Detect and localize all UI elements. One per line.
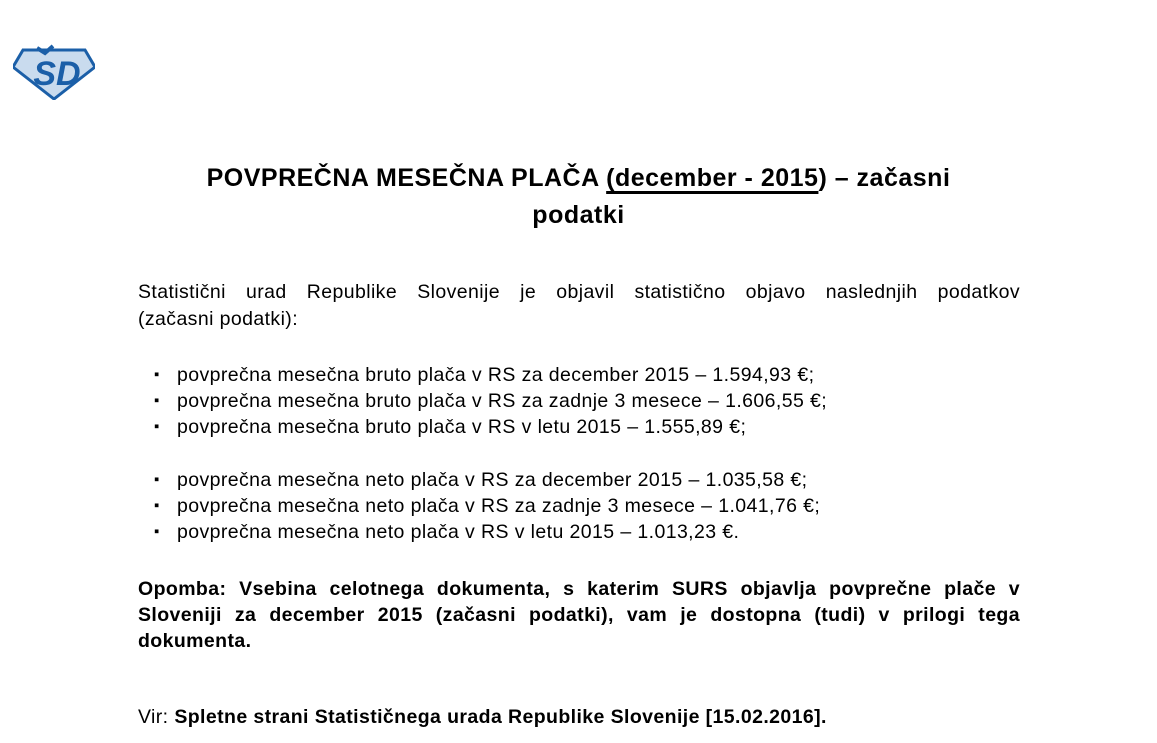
source-label: Vir: (138, 706, 175, 728)
list-item (138, 388, 1058, 414)
source-line (138, 704, 1098, 730)
list-item (138, 362, 1058, 388)
neto-last3months-value: povprečna mesečna neto plača v RS za zadnje 3 mesece – 1.041,76 €; (177, 495, 821, 517)
intro-line-2: (začasni podatki): (138, 307, 299, 330)
bullet-icon: ▪ (154, 497, 160, 514)
intro-paragraph (138, 279, 1020, 332)
sd-logo-icon (13, 44, 95, 100)
logo-letters: SD (33, 55, 81, 93)
bruto-salary-list (138, 362, 1058, 440)
bruto-last3months-value: povprečna mesečna bruto plača v RS za zadnje 3 mesece – 1.606,55 €; (177, 390, 828, 412)
bullet-icon: ▪ (154, 471, 160, 488)
intro-line-1: Statistični urad Republike Slovenije je objavil statistično objavo naslednjih podatkov (138, 281, 1020, 303)
neto-year2015-value: povprečna mesečna neto plača v RS v letu 2015 – 1.013,23 €. (177, 521, 740, 543)
neto-december-value: povprečna mesečna neto plača v RS za december 2015 – 1.035,58 €; (177, 469, 808, 491)
list-item (138, 467, 1058, 493)
title-pre: POVPREČNA MESEČNA PLAČA (206, 164, 607, 192)
note-line-1: Opomba: Vsebina celotnega dokumenta, s katerim SURS objavlja povprečne plače v (138, 578, 1020, 600)
neto-salary-list (138, 467, 1058, 545)
note-line-3: dokumenta. (138, 630, 252, 652)
source-text: Spletne strani Statističnega urada Republike Slovenije [15.02.2016]. (174, 706, 827, 728)
bruto-december-value: povprečna mesečna bruto plača v RS za december 2015 – 1.594,93 €; (177, 364, 815, 386)
list-item (138, 414, 1058, 440)
list-item (138, 519, 1058, 545)
list-item (138, 493, 1058, 519)
page-title (0, 160, 1157, 234)
sd-shield-logo (13, 44, 95, 100)
bullet-icon: ▪ (154, 366, 160, 383)
bruto-year2015-value: povprečna mesečna bruto plača v RS v letu 2015 – 1.555,89 €; (177, 416, 747, 438)
title-line-1 (0, 160, 1157, 197)
note-paragraph (138, 576, 1020, 654)
bullet-icon: ▪ (154, 392, 160, 409)
bullet-icon: ▪ (154, 523, 160, 540)
bullet-icon: ▪ (154, 418, 160, 435)
note-line-2: Sloveniji za december 2015 (začasni podatki), vam je dostopna (tudi) v prilogi tega (138, 604, 1020, 626)
title-post: ) – začasni (818, 164, 951, 192)
title-underlined-period: (december - 2015 (606, 164, 819, 192)
title-line-2: podatki (532, 201, 625, 229)
